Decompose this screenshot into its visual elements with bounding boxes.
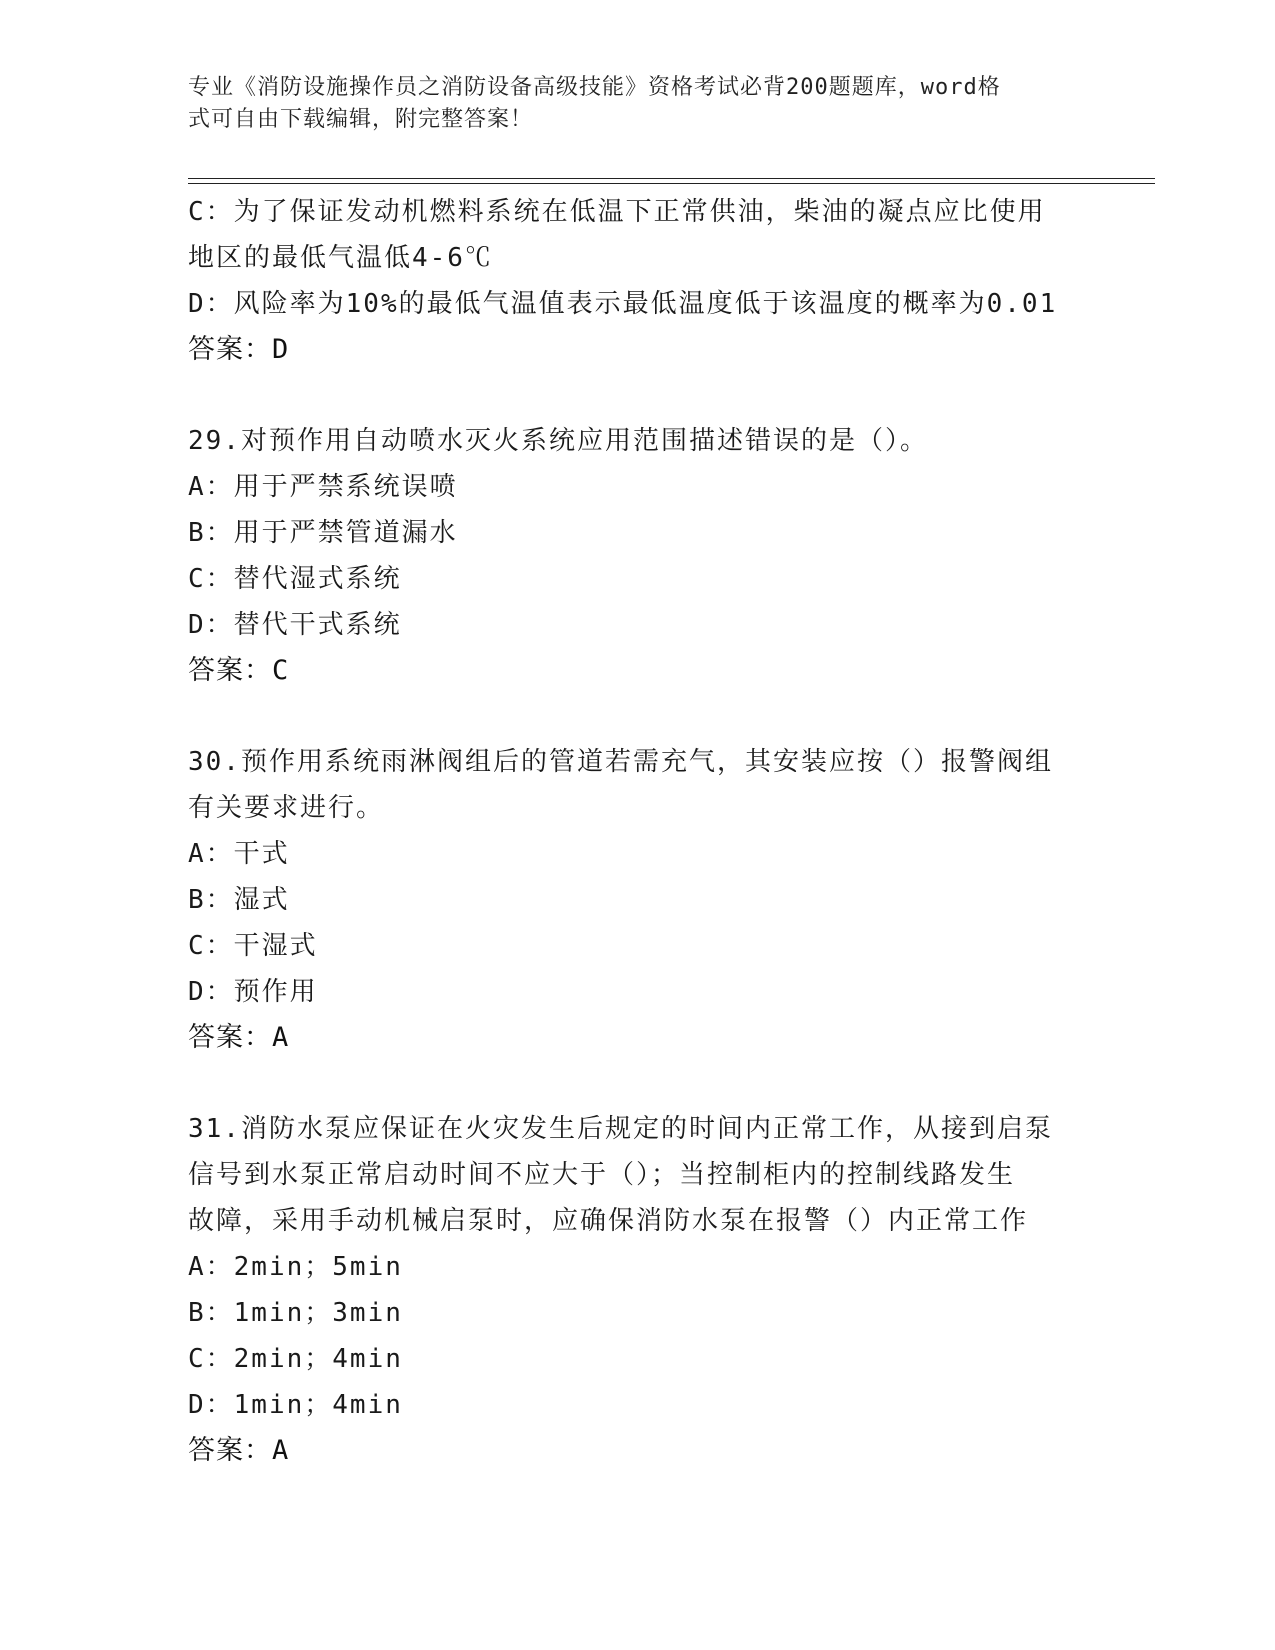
- header-line-2: 式可自由下载编辑，附完整答案！: [188, 107, 534, 132]
- option-d: D：替代干式系统: [188, 610, 402, 640]
- option-a: A：干式: [188, 839, 290, 869]
- question-stem-line-1: 30.预作用系统雨淋阀组后的管道若需充气，其安装应按（）报警阀组: [188, 747, 1053, 777]
- question-stem-line-1: 31.消防水泵应保证在火灾发生后规定的时间内正常工作，从接到启泵: [188, 1114, 1053, 1144]
- header-line-1: 专业《消防设施操作员之消防设备高级技能》资格考试必背200题题库，word格: [188, 75, 1001, 100]
- question-31: [188, 1106, 1088, 1474]
- spacer: [188, 1061, 1088, 1106]
- answer-label: 答案：A: [188, 1435, 290, 1466]
- option-a: A：用于严禁系统误喷: [188, 472, 458, 502]
- spacer: [188, 373, 1088, 418]
- option-d: D：风险率为10%的最低气温值表示最低温度低于该温度的概率为0.01: [188, 289, 1058, 319]
- option-c: C：干湿式: [188, 931, 318, 961]
- question-stem-line-2: 有关要求进行。: [188, 793, 385, 823]
- option-b: B：1min；3min: [188, 1298, 403, 1328]
- spacer: [188, 694, 1088, 739]
- answer-label: 答案：C: [188, 655, 290, 686]
- question-28-tail: [188, 189, 1088, 373]
- option-c-line-1: C：为了保证发动机燃料系统在低温下正常供油，柴油的凝点应比使用: [188, 197, 1046, 227]
- answer-label: 答案：A: [188, 1022, 290, 1053]
- question-stem-line-3: 故障，采用手动机械启泵时，应确保消防水泵在报警（）内正常工作: [188, 1206, 1029, 1236]
- option-d: D：预作用: [188, 977, 318, 1007]
- option-d: D：1min；4min: [188, 1390, 403, 1420]
- question-30: [188, 739, 1088, 1061]
- header-rule-bottom: [188, 183, 1155, 184]
- header-rule-top: [188, 178, 1155, 179]
- option-c: C：替代湿式系统: [188, 564, 402, 594]
- answer-label: 答案：D: [188, 334, 290, 365]
- question-29: [188, 418, 1088, 694]
- option-c-line-2: 地区的最低气温低4-6℃: [188, 243, 493, 273]
- option-b: B：用于严禁管道漏水: [188, 518, 458, 548]
- option-c: C：2min；4min: [188, 1344, 403, 1374]
- question-stem: 29.对预作用自动喷水灭火系统应用范围描述错误的是（）。: [188, 426, 928, 456]
- question-stem-line-2: 信号到水泵正常启动时间不应大于（）；当控制柜内的控制线路发生: [188, 1160, 1016, 1190]
- document-header: [188, 72, 1068, 136]
- question-list: [188, 189, 1088, 1474]
- option-b: B：湿式: [188, 885, 290, 915]
- option-a: A：2min；5min: [188, 1252, 403, 1282]
